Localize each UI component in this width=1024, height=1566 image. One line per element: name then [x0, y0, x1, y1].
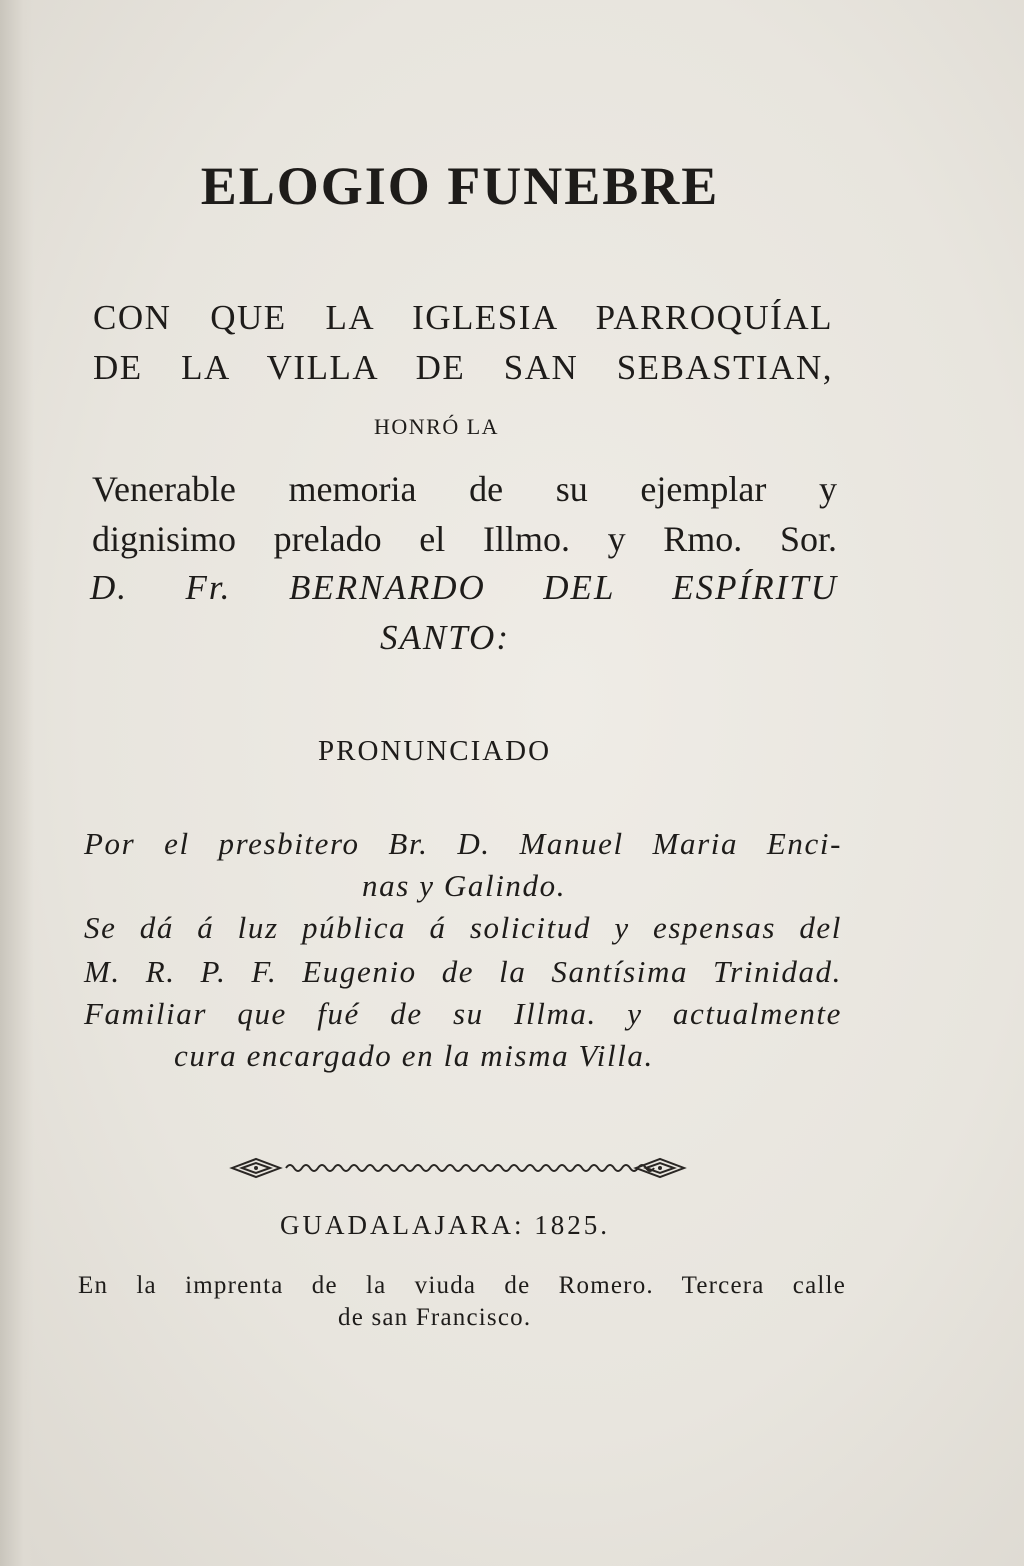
imprint-line-1: En la imprenta de la viuda de Romero. Tercera calle — [78, 1272, 846, 1299]
memoria-line-2: dignisimo prelado el Illmo. y Rmo. Sor. — [92, 519, 837, 559]
pronunciado-heading: PRONUNCIADO — [318, 735, 552, 767]
diamond-wave-ornament-icon — [228, 1156, 688, 1180]
page-gutter — [0, 0, 34, 1566]
author-line-6: cura encargado en la misma Villa. — [174, 1038, 654, 1073]
honro-line: HONRÓ LA — [374, 414, 500, 439]
page-title: ELOGIO FUNEBRE — [200, 156, 720, 216]
author-line-2: nas y Galindo. — [362, 868, 567, 903]
author-line-3: Se dá á luz pública á solicitud y espensas del — [84, 910, 842, 945]
prelate-name-line-2: SANTO: — [380, 618, 510, 657]
prelate-name-line-1: D. Fr. BERNARDO DEL ESPÍRITU — [90, 568, 838, 607]
author-line-1: Por el presbitero Br. D. Manuel Maria Enci- — [84, 826, 842, 861]
subtitle-line-1: CON QUE LA IGLESIA PARROQUÍAL — [93, 298, 833, 337]
author-line-5: Familiar que fué de su Illma. y actualmente — [84, 996, 842, 1031]
author-line-4: M. R. P. F. Eugenio de la Santísima Trinidad. — [84, 954, 842, 989]
place-and-date: GUADALAJARA: 1825. — [280, 1210, 610, 1240]
imprint-line-2: de san Francisco. — [338, 1304, 532, 1331]
subtitle-line-2: DE LA VILLA DE SAN SEBASTIAN, — [93, 348, 833, 387]
memoria-line-1: Venerable memoria de su ejemplar y — [92, 469, 837, 509]
